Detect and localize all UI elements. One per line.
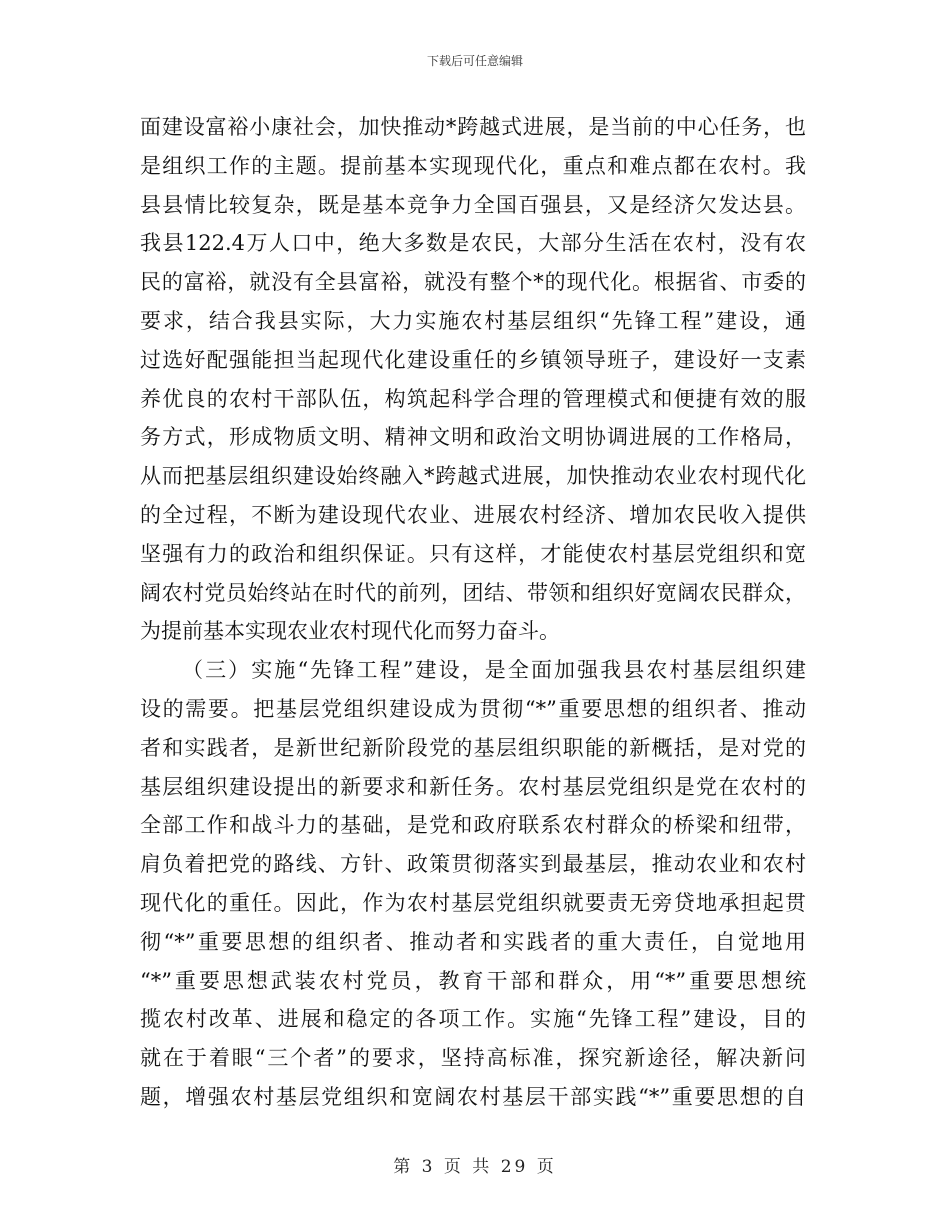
text-line: 为提前基本实现农业农村现代化而努力奋斗。 <box>140 619 560 644</box>
text-line: 彻“*”重要思想的组织者、推动者和实践者的重大责任，自觉地用 <box>140 929 806 954</box>
text-line: 我县122.4万人口中，绝大多数是农民，大部分生活在农村，没有农 <box>140 231 806 256</box>
text-line: 就在于着眼“三个者”的要求，坚持高标准，探究新途径，解决新问 <box>140 1046 806 1071</box>
paragraph-2 <box>140 651 806 1117</box>
text-line: （三）实施“先锋工程”建设，是全面加强我县农村基层组织建 <box>182 658 806 683</box>
text-line: 坚强有力的政治和组织保证。只有这样，才能使农村基层党组织和宽 <box>140 541 806 566</box>
text-line: 者和实践者，是新世纪新阶段党的基层组织职能的新概括，是对党的 <box>140 735 806 760</box>
text-line: 设的需要。把基层党组织建设成为贯彻“*”重要思想的组织者、推动 <box>140 696 806 721</box>
text-line: 过选好配强能担当起现代化建设重任的乡镇领导班子，建设好一支素 <box>140 347 806 372</box>
text-line: 肩负着把党的路线、方针、政策贯彻落实到最基层，推动农业和农村 <box>140 852 806 877</box>
text-line: 题，增强农村基层党组织和宽阔农村基层干部实践“*”重要思想的自 <box>140 1084 806 1109</box>
text-line: 县县情比较复杂，既是基本竞争力全国百强县，又是经济欠发达县。 <box>140 192 806 217</box>
paragraph-1 <box>140 108 806 651</box>
text-line: 现代化的重任。因此，作为农村基层党组织就要责无旁贷地承担起贯 <box>140 890 806 915</box>
text-line: 养优良的农村干部队伍，构筑起科学合理的管理模式和便捷有效的服 <box>140 386 806 411</box>
text-line: 基层组织建设提出的新要求和新任务。农村基层党组织是党在农村的 <box>140 774 806 799</box>
text-line: 务方式，形成物质文明、精神文明和政治文明协调进展的工作格局， <box>140 425 806 450</box>
text-line: 民的富裕，就没有全县富裕，就没有整个*的现代化。根据省、市委的 <box>140 270 806 295</box>
text-line: 揽农村改革、进展和稳定的各项工作。实施“先锋工程”建设，目的 <box>140 1007 806 1032</box>
text-line: 全部工作和战斗力的基础，是党和政府联系农村群众的桥梁和纽带， <box>140 813 806 838</box>
text-line: 要求，结合我县实际，大力实施农村基层组织“先锋工程”建设，通 <box>140 308 806 333</box>
text-line: 阔农村党员始终站在时代的前列，团结、带领和组织好宽阔农民群众， <box>140 580 806 605</box>
text-line: 从而把基层组织建设始终融入*跨越式进展，加快推动农业农村现代化 <box>140 464 806 489</box>
page-header-note: 下载后可任意编辑 <box>426 54 523 68</box>
document-body <box>140 108 806 1117</box>
text-line: 的全过程，不断为建设现代农业、进展农村经济、增加农民收入提供 <box>140 502 806 527</box>
page-number: 第 3 页 共 29 页 <box>393 1157 557 1177</box>
text-line: 是组织工作的主题。提前基本实现现代化，重点和难点都在农村。我 <box>140 153 806 178</box>
text-line: 面建设富裕小康社会，加快推动*跨越式进展，是当前的中心任务，也 <box>140 115 806 139</box>
text-line: “*”重要思想武装农村党员，教育干部和群众，用“*”重要思想统 <box>140 968 806 993</box>
